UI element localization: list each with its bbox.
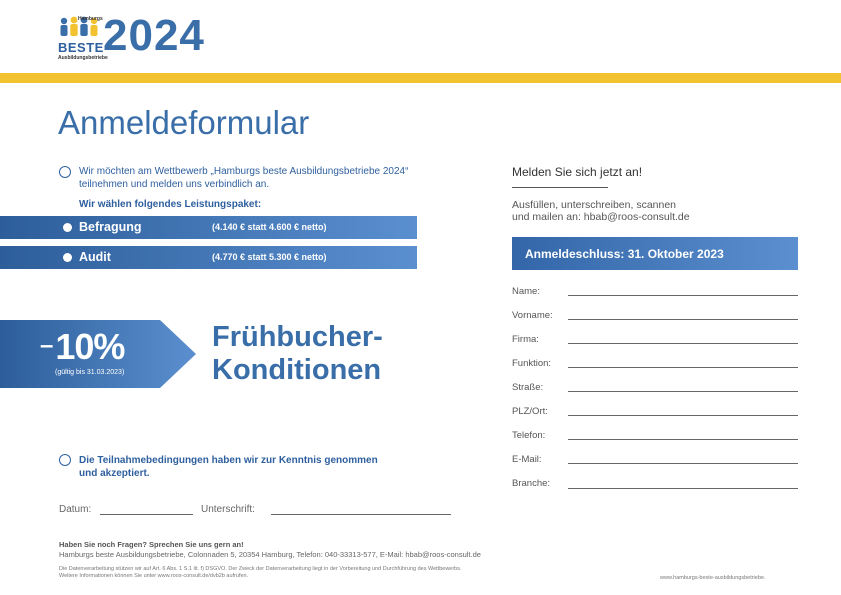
discount-percent: 10% [55,326,125,367]
header-bar [0,73,841,83]
page-title: Anmeldeformular [58,104,310,141]
conditions-line1: Die Teilnahmebedingungen haben wir zur Kenntnis genommen [79,455,378,466]
participation-text [79,165,408,191]
conditions-line2: und akzeptiert. [79,468,150,479]
logo-year: 2024 [103,11,205,60]
footer-website[interactable]: www.hamburgs-beste-ausbildungsbetriebe. [660,575,766,581]
logo-top-text: Hamburgs [78,16,103,22]
field-input-strasse[interactable] [568,391,798,392]
discount-valid: (gültig bis 31.03.2023) [55,369,125,376]
package-label: Befragung [79,220,142,234]
field-label-funktion: Funktion: [512,358,552,369]
field-input-telefon[interactable] [568,439,798,440]
register-instructions [512,199,690,223]
logo-sub-text: Ausbildungsbetriebe [58,55,108,61]
heading-underline [512,187,608,188]
footer-privacy [59,566,462,580]
register-heading: Melden Sie sich jetzt an! [512,165,643,179]
field-label-branche: Branche: [512,478,551,489]
privacy-line1: Die Datenverarbeitung stützen wir auf Art. 6 Abs. 1 S.1 lit. f) DSGVO. Der Zweck der Datenverarbeitung liegt in der Vorbereitung und Durchführung des Wettbewerbs. [59,566,462,572]
field-input-vorname[interactable] [568,319,798,320]
field-label-firma: Firma: [512,334,539,345]
radio-bullet-icon [63,253,72,262]
package-option-befragung[interactable] [0,216,417,239]
field-label-email: E-Mail: [512,454,542,465]
field-input-branche[interactable] [568,488,798,489]
field-label-telefon: Telefon: [512,430,546,441]
logo-beste: BESTE [58,40,104,55]
conditions-radio[interactable] [59,454,71,466]
discount-sign: – [40,332,53,359]
instructions-line2: und mailen an: hbab@roos-consult.de [512,211,690,223]
conditions-text [79,454,378,480]
field-label-name: Name: [512,286,540,297]
package-heading: Wir wählen folgendes Leistungspaket: [79,199,262,210]
footer-address: Hamburgs beste Ausbildungsbetriebe, Colonnaden 5, 20354 Hamburg, Telefon: 040-33313-577, E-Mail: hbab@roos-consult.de [59,550,481,559]
signature-field[interactable] [271,514,451,515]
footer-question: Haben Sie noch Fragen? Sprechen Sie uns gern an! [59,540,244,549]
privacy-line2: Weitere Informationen können Sie unter www.roos-consult.de/dvb2b aufrufen. [59,573,249,579]
early-bird-headline [212,321,383,387]
field-input-name[interactable] [568,295,798,296]
participation-line1: Wir möchten am Wettbewerb „Hamburgs beste Ausbildungsbetriebe 2024“ [79,166,409,177]
headline-line1: Frühbucher- [212,321,383,353]
field-input-firma[interactable] [568,343,798,344]
signature-label: Unterschrift: [201,504,255,515]
package-label: Audit [79,250,111,264]
field-input-plz-ort[interactable] [568,415,798,416]
package-price: (4.770 € statt 5.300 € netto) [212,252,327,262]
field-input-funktion[interactable] [568,367,798,368]
participation-radio[interactable] [59,166,71,178]
deadline-banner [512,237,798,270]
radio-bullet-icon [63,223,72,232]
field-label-vorname: Vorname: [512,310,553,321]
discount-value [40,326,124,368]
field-input-email[interactable] [568,463,798,464]
package-option-audit[interactable] [0,246,417,269]
date-label: Datum: [59,504,92,515]
field-label-strasse: Straße: [512,382,544,393]
date-field[interactable] [100,514,193,515]
headline-line2: Konditionen [212,354,382,386]
package-price: (4.140 € statt 4.600 € netto) [212,222,327,232]
instructions-line1: Ausfüllen, unterschreiben, scannen [512,199,677,211]
field-label-plz-ort: PLZ/Ort: [512,406,548,417]
participation-line2: teilnehmen und melden uns verbindlich an. [79,179,270,190]
deadline-text: Anmeldeschluss: 31. Oktober 2023 [525,247,724,261]
